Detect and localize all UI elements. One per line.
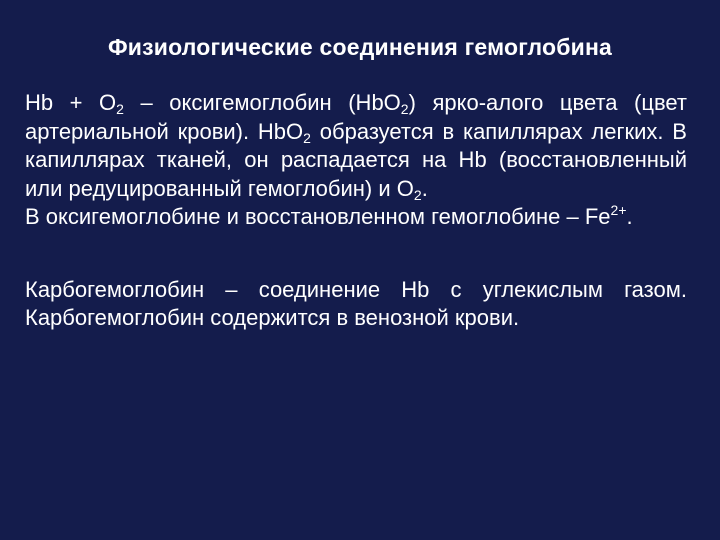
text-segment: – оксигемоглобин (HbO <box>123 90 401 115</box>
text-segment: В оксигемоглобине и восстановленном гемоглобине – Fe <box>25 204 611 229</box>
subscript: 2 <box>400 101 409 117</box>
subscript: 2 <box>303 129 311 146</box>
iron-state-paragraph <box>25 203 687 232</box>
text-segment: образуется в капиллярах легких. В капиллярах тканей, он распадается на Hb (восстановленный или редуцированный гемоглобин) и O <box>25 118 687 201</box>
text-segment: ) ярко-алого цвета (цвет артериальной крови). HbO <box>25 90 687 144</box>
superscript: 2+ <box>610 202 627 218</box>
text-segment: Hb + O <box>25 90 117 115</box>
subscript: 2 <box>116 101 124 117</box>
slide-title: Физиологические соединения гемоглобина <box>107 34 613 60</box>
slide-body <box>25 89 687 333</box>
text-segment: . <box>421 175 428 201</box>
oxyhemoglobin-paragraph <box>25 89 687 203</box>
subscript: 2 <box>413 186 422 203</box>
carbohemoglobin-paragraph: Карбогемоглобин – соединение Hb с углекислым газом. Карбогемоглобин содержится в венозной крови. <box>25 276 687 330</box>
text-segment: . <box>626 204 633 229</box>
